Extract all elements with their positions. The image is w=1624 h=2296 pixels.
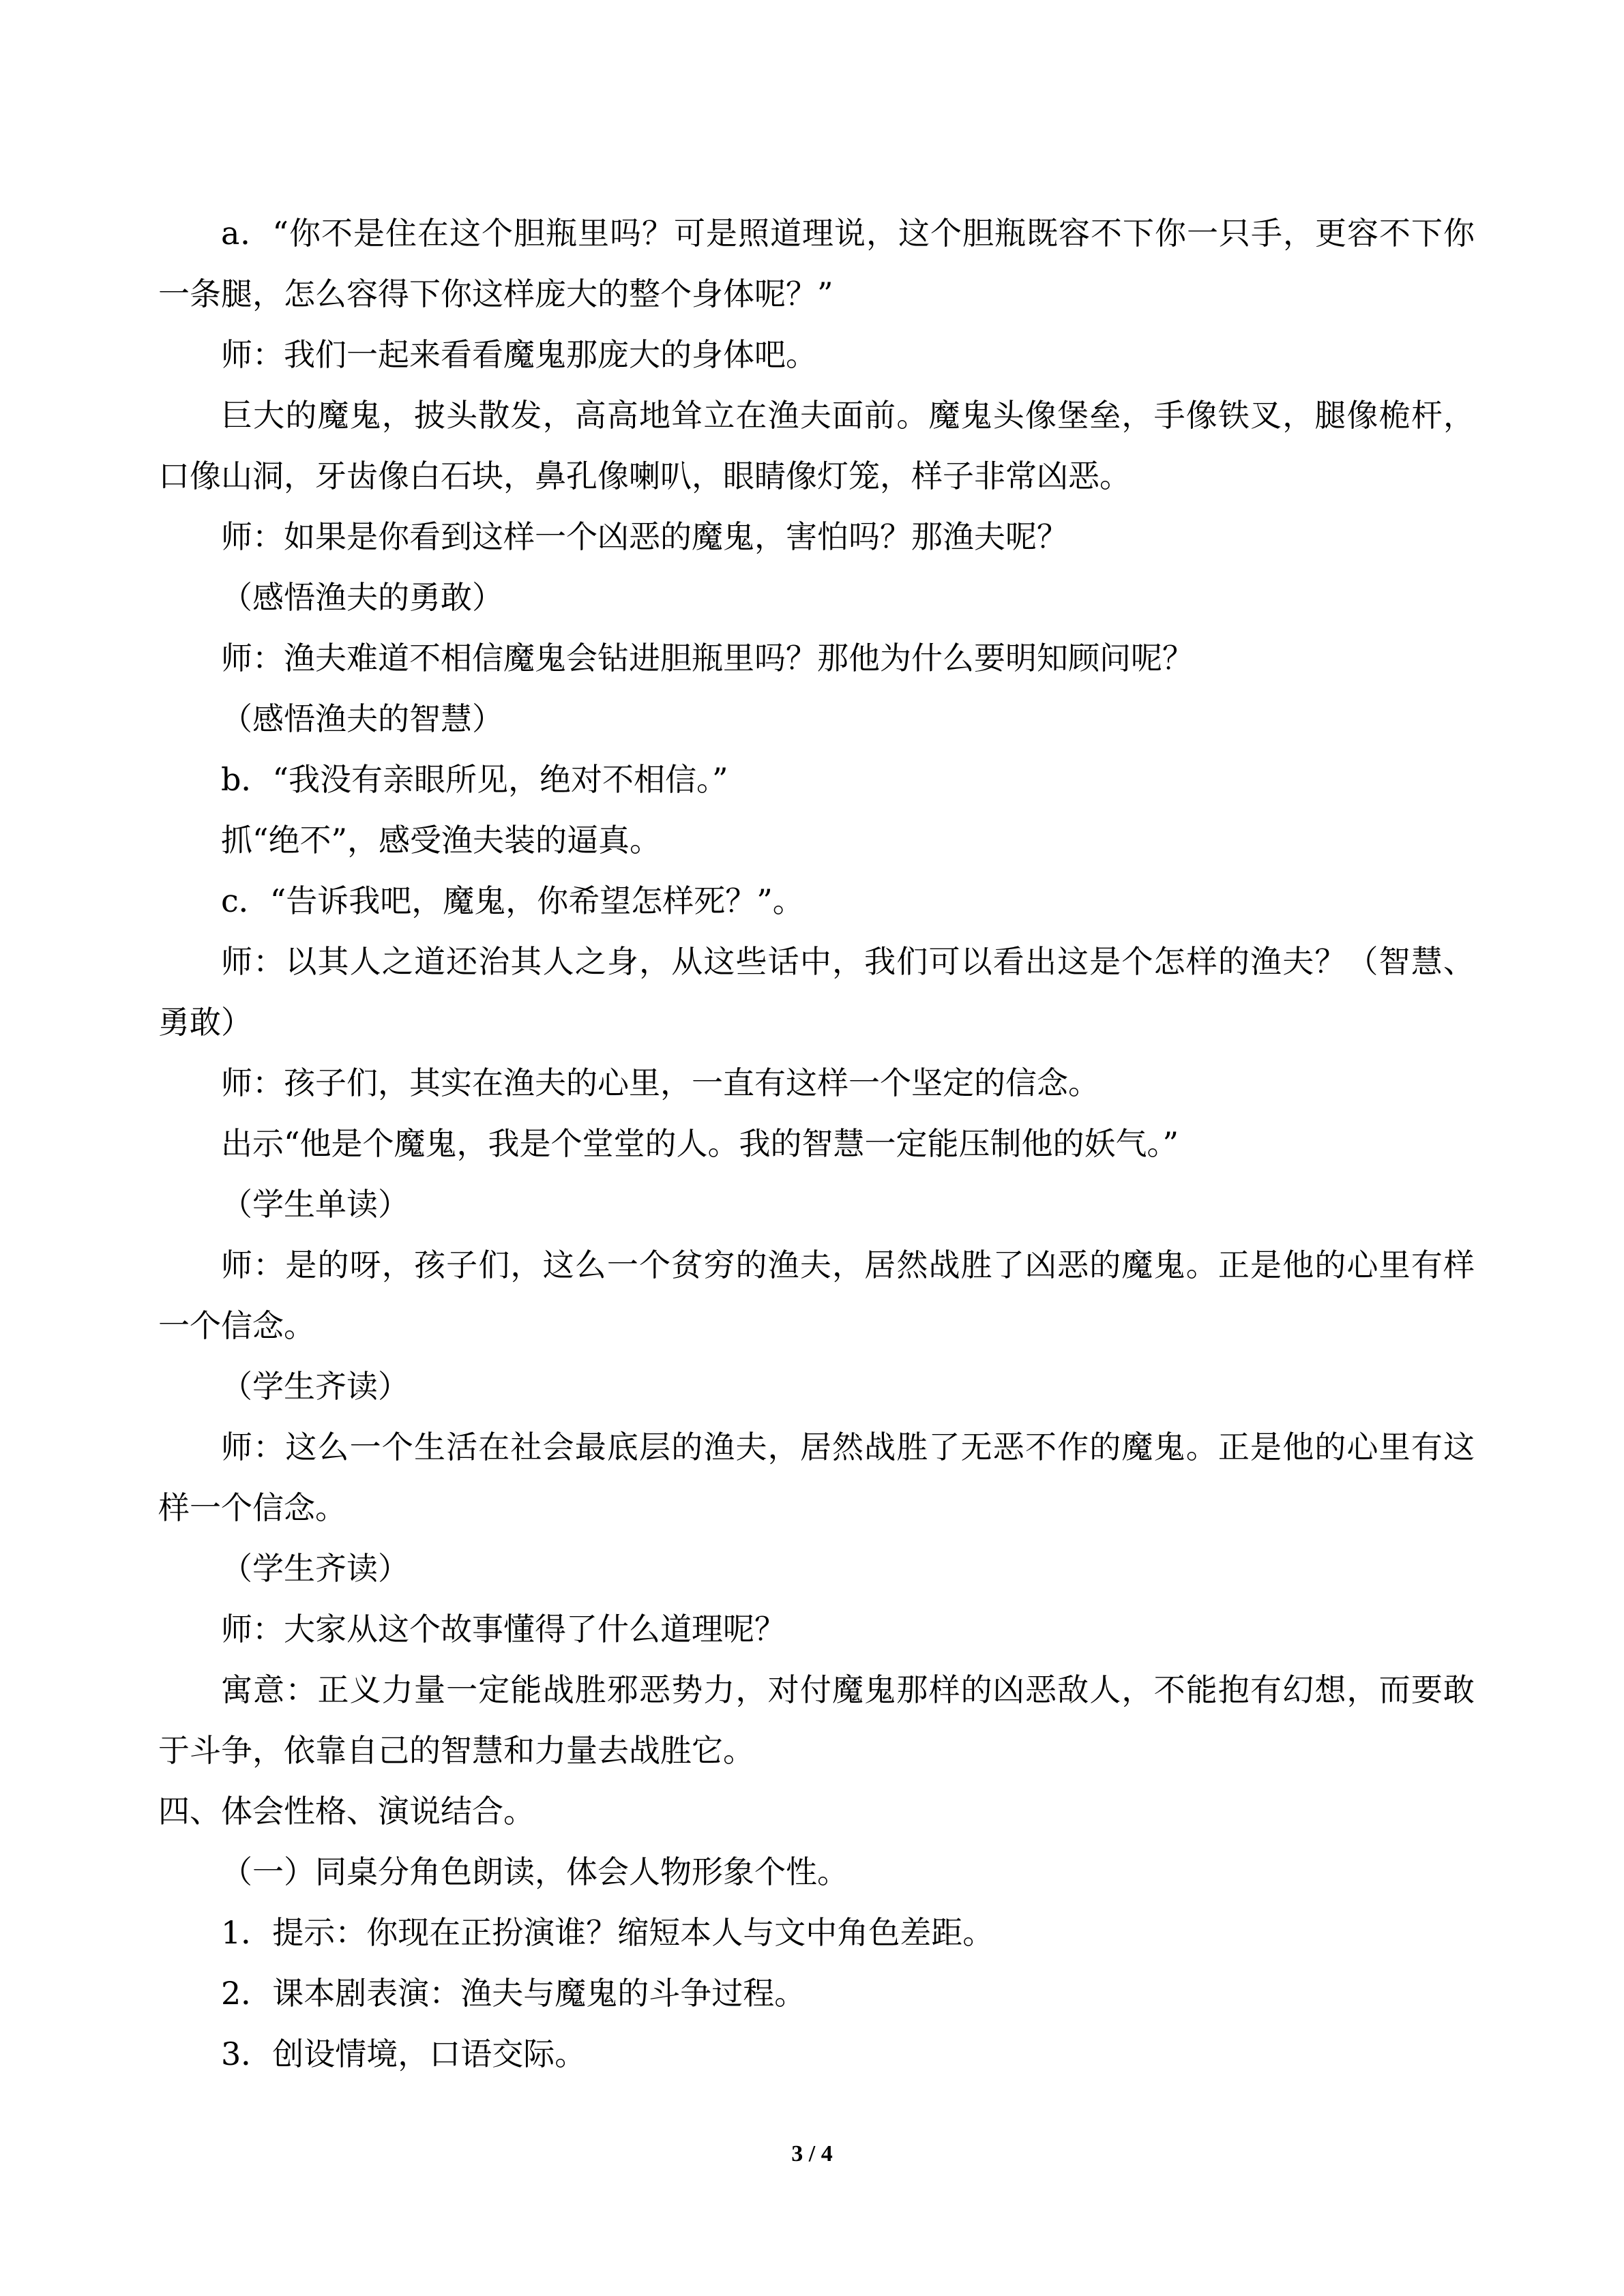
paragraph: 师：孩子们，其实在渔夫的心里，一直有这样一个坚定的信念。 xyxy=(221,1064,1099,1101)
list-item: 2．课本剧表演：渔夫与魔鬼的斗争过程。 xyxy=(221,1975,806,2012)
paragraph: 抓“绝不”，感受渔夫装的逼真。 xyxy=(221,822,662,859)
paragraph: 师：渔夫难道不相信魔鬼会钻进胆瓶里吗？那他为什么要明知顾问呢？ xyxy=(221,640,1194,676)
paragraph: 师：我们一起来看看魔鬼那庞大的身体吧。 xyxy=(221,336,817,373)
paragraph: 巨大的魔鬼，披头散发，高高地耸立在渔夫面前。魔鬼头像堡垒，手像铁叉，腿像桅杆，口像山洞，牙齿像白石块，鼻孔像喇叭，眼睛像灯笼，样子非常凶恶。 xyxy=(158,397,1475,494)
paragraph: （学生单读） xyxy=(221,1186,409,1223)
paragraph: 出示“他是个魔鬼，我是个堂堂的人。我的智慧一定能压制他的妖气。” xyxy=(221,1125,1179,1162)
list-item: 1．提示：你现在正扮演谁？缩短本人与文中角色差距。 xyxy=(221,1914,994,1951)
page-number: 3 / 4 xyxy=(791,2141,833,2166)
paragraph: 师：如果是你看到这样一个凶恶的魔鬼，害怕吗？那渔夫呢？ xyxy=(221,518,1068,555)
paragraph: 师：大家从这个故事懂得了什么道理呢？ xyxy=(221,1611,786,1648)
paragraph: a．“你不是住在这个胆瓶里吗？可是照道理说，这个胆瓶既容不下你一只手，更容不下你一条腿，怎么容得下你这样庞大的整个身体呢？” xyxy=(158,215,1475,312)
paragraph: 寓意：正义力量一定能战胜邪恶势力，对付魔鬼那样的凶恶敌人，不能抱有幻想，而要敢于斗争，依靠自己的智慧和力量去战胜它。 xyxy=(158,1671,1475,1769)
paragraph: b．“我没有亲眼所见，绝对不相信。” xyxy=(221,761,728,798)
paragraph: （感悟渔夫的勇敢） xyxy=(221,579,503,616)
paragraph: （感悟渔夫的智慧） xyxy=(221,700,503,737)
paragraph: 师：以其人之道还治其人之身，从这些话中，我们可以看出这是个怎样的渔夫？（智慧、勇敢） xyxy=(158,943,1475,1041)
paragraph: 师：这么一个生活在社会最底层的渔夫，居然战胜了无恶不作的魔鬼。正是他的心里有这样一个信念。 xyxy=(158,1429,1475,1526)
paragraph: （学生齐读） xyxy=(221,1368,409,1405)
paragraph: （一）同桌分角色朗读，体会人物形象个性。 xyxy=(221,1853,848,1890)
section-heading: 四、体会性格、演说结合。 xyxy=(158,1793,535,1830)
paragraph: 师：是的呀，孩子们，这么一个贫穷的渔夫，居然战胜了凶恶的魔鬼。正是他的心里有样一个信念。 xyxy=(158,1247,1475,1344)
paragraph: （学生齐读） xyxy=(221,1550,409,1587)
document-body xyxy=(158,203,1475,2085)
list-item: 3．创设情境，口语交际。 xyxy=(221,2036,587,2072)
paragraph: c．“告诉我吧，魔鬼，你希望怎样死？”。 xyxy=(221,882,804,919)
